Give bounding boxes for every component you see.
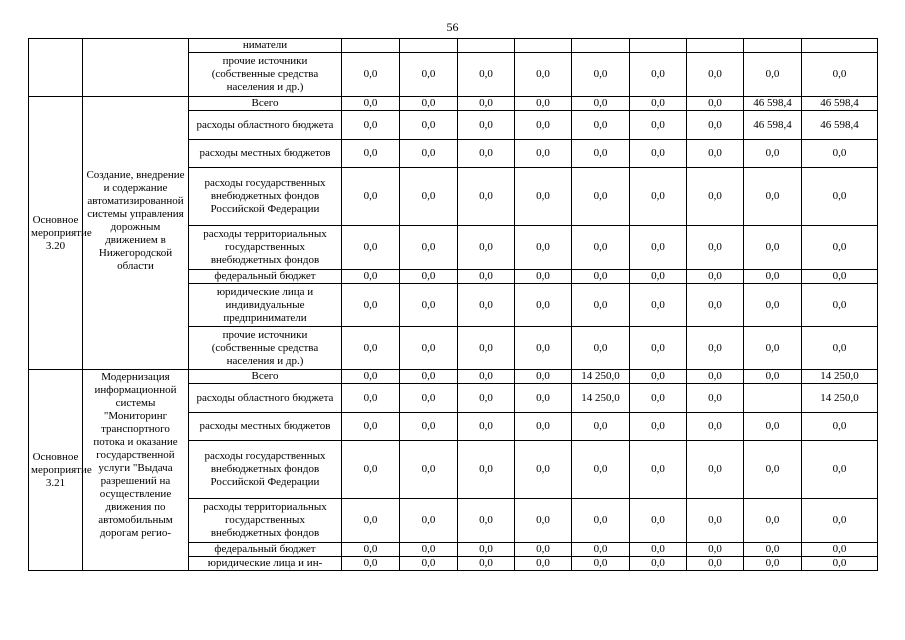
value-cell: 0,0 (458, 53, 515, 97)
value-cell: 0,0 (572, 111, 630, 140)
table-row (29, 97, 878, 111)
value-cell: 0,0 (458, 543, 515, 557)
value-cell: 0,0 (342, 557, 400, 571)
measure-title-cell: Создание, внедрение и содержание автоматизированной системы управления дорожным движением в Нижегородской области (83, 97, 189, 370)
value-cell: 0,0 (400, 370, 458, 384)
value-cell: 0,0 (802, 284, 878, 327)
source-cell: расходы местных бюджетов (189, 140, 342, 168)
source-cell: юридические лица и индивидуальные предприниматели (189, 284, 342, 327)
value-cell: 46 598,4 (744, 97, 802, 111)
value-cell: 0,0 (630, 168, 687, 226)
value-cell: 0,0 (515, 97, 572, 111)
source-cell: Всего (189, 97, 342, 111)
value-cell: 0,0 (458, 557, 515, 571)
value-cell: 0,0 (342, 168, 400, 226)
value-cell: 0,0 (515, 543, 572, 557)
value-cell: 0,0 (687, 97, 744, 111)
value-cell: 0,0 (572, 270, 630, 284)
value-cell: 0,0 (630, 441, 687, 499)
value-cell: 0,0 (744, 557, 802, 571)
value-cell (458, 39, 515, 53)
value-cell: 0,0 (515, 370, 572, 384)
source-cell: прочие источники (собственные средства населения и др.) (189, 53, 342, 97)
value-cell: 0,0 (802, 413, 878, 441)
value-cell: 0,0 (342, 140, 400, 168)
value-cell: 0,0 (572, 140, 630, 168)
value-cell: 14 250,0 (572, 384, 630, 413)
title-cell (83, 39, 189, 97)
value-cell: 0,0 (400, 413, 458, 441)
value-cell: 0,0 (744, 543, 802, 557)
value-cell: 0,0 (342, 370, 400, 384)
value-cell: 0,0 (342, 384, 400, 413)
value-cell: 0,0 (515, 557, 572, 571)
value-cell: 0,0 (458, 97, 515, 111)
value-cell: 0,0 (515, 111, 572, 140)
source-cell: расходы областного бюджета (189, 384, 342, 413)
value-cell: 0,0 (630, 370, 687, 384)
value-cell: 0,0 (630, 557, 687, 571)
value-cell: 0,0 (744, 140, 802, 168)
value-cell: 0,0 (630, 499, 687, 543)
value-cell: 46 598,4 (802, 97, 878, 111)
value-cell: 0,0 (515, 270, 572, 284)
value-cell (802, 39, 878, 53)
value-cell: 0,0 (687, 53, 744, 97)
value-cell: 0,0 (400, 53, 458, 97)
value-cell: 0,0 (802, 140, 878, 168)
value-cell: 0,0 (744, 413, 802, 441)
value-cell: 0,0 (572, 97, 630, 111)
value-cell: 0,0 (744, 168, 802, 226)
measure-cell (29, 39, 83, 97)
value-cell: 0,0 (515, 441, 572, 499)
value-cell: 0,0 (802, 327, 878, 370)
value-cell: 46 598,4 (744, 111, 802, 140)
source-cell: юридические лица и ин- (189, 557, 342, 571)
value-cell: 0,0 (687, 111, 744, 140)
value-cell: 0,0 (458, 327, 515, 370)
value-cell: 0,0 (400, 97, 458, 111)
value-cell: 0,0 (458, 270, 515, 284)
value-cell: 0,0 (458, 384, 515, 413)
value-cell: 0,0 (687, 384, 744, 413)
value-cell (572, 39, 630, 53)
source-cell: расходы местных бюджетов (189, 413, 342, 441)
value-cell: 0,0 (400, 557, 458, 571)
table-row (29, 370, 878, 384)
value-cell: 0,0 (515, 384, 572, 413)
source-cell: Всего (189, 370, 342, 384)
value-cell: 0,0 (572, 226, 630, 270)
source-cell: расходы государственных внебюджетных фондов Российской Федерации (189, 168, 342, 226)
value-cell: 0,0 (458, 499, 515, 543)
value-cell: 0,0 (687, 370, 744, 384)
value-cell: 0,0 (630, 543, 687, 557)
value-cell: 0,0 (802, 168, 878, 226)
value-cell: 0,0 (687, 140, 744, 168)
measure-title-cell: Модернизация информационной системы "Мониторинг транспортного потока и оказание государственной услуги "Выдача разрешений на осуществление движения по автомобильным дорогам регио- (83, 370, 189, 571)
value-cell: 0,0 (687, 168, 744, 226)
value-cell: 0,0 (400, 384, 458, 413)
value-cell (400, 39, 458, 53)
value-cell (687, 39, 744, 53)
value-cell (744, 39, 802, 53)
value-cell: 0,0 (515, 327, 572, 370)
value-cell: 0,0 (744, 53, 802, 97)
value-cell: 0,0 (687, 557, 744, 571)
value-cell: 0,0 (400, 140, 458, 168)
value-cell: 0,0 (400, 543, 458, 557)
value-cell: 0,0 (400, 111, 458, 140)
value-cell: 0,0 (687, 413, 744, 441)
value-cell: 0,0 (458, 140, 515, 168)
value-cell: 0,0 (342, 111, 400, 140)
value-cell: 0,0 (572, 499, 630, 543)
value-cell: 0,0 (342, 53, 400, 97)
value-cell: 0,0 (400, 226, 458, 270)
value-cell: 0,0 (342, 270, 400, 284)
value-cell: 0,0 (802, 441, 878, 499)
value-cell: 0,0 (802, 557, 878, 571)
value-cell: 0,0 (515, 284, 572, 327)
value-cell: 0,0 (630, 284, 687, 327)
value-cell (630, 39, 687, 53)
value-cell: 0,0 (802, 270, 878, 284)
measure-cell: Основное мероприятие 3.20 (29, 97, 83, 370)
source-cell: прочие источники (собственные средства населения и др.) (189, 327, 342, 370)
value-cell: 0,0 (342, 327, 400, 370)
value-cell: 0,0 (572, 557, 630, 571)
value-cell: 0,0 (515, 499, 572, 543)
value-cell: 0,0 (458, 441, 515, 499)
source-cell: федеральный бюджет (189, 270, 342, 284)
value-cell: 0,0 (458, 168, 515, 226)
value-cell: 0,0 (572, 168, 630, 226)
value-cell: 0,0 (572, 441, 630, 499)
value-cell: 0,0 (744, 327, 802, 370)
value-cell: 0,0 (687, 226, 744, 270)
value-cell: 0,0 (342, 97, 400, 111)
value-cell: 0,0 (458, 226, 515, 270)
source-cell: ниматели (189, 39, 342, 53)
value-cell: 0,0 (630, 413, 687, 441)
value-cell: 0,0 (687, 270, 744, 284)
value-cell: 0,0 (515, 168, 572, 226)
value-cell: 0,0 (400, 284, 458, 327)
value-cell: 0,0 (744, 499, 802, 543)
value-cell: 0,0 (572, 284, 630, 327)
value-cell: 0,0 (342, 413, 400, 441)
value-cell: 0,0 (400, 441, 458, 499)
value-cell: 14 250,0 (802, 384, 878, 413)
value-cell: 0,0 (744, 270, 802, 284)
value-cell: 0,0 (515, 140, 572, 168)
value-cell: 0,0 (630, 53, 687, 97)
value-cell: 0,0 (630, 384, 687, 413)
value-cell: 0,0 (400, 168, 458, 226)
value-cell: 0,0 (400, 327, 458, 370)
value-cell (744, 384, 802, 413)
value-cell: 0,0 (400, 499, 458, 543)
value-cell: 0,0 (515, 413, 572, 441)
value-cell: 0,0 (687, 327, 744, 370)
budget-table (28, 38, 878, 571)
value-cell: 0,0 (458, 370, 515, 384)
value-cell: 46 598,4 (802, 111, 878, 140)
value-cell: 14 250,0 (802, 370, 878, 384)
value-cell: 0,0 (630, 97, 687, 111)
value-cell: 0,0 (458, 111, 515, 140)
value-cell: 0,0 (572, 543, 630, 557)
value-cell: 0,0 (687, 441, 744, 499)
value-cell: 0,0 (458, 413, 515, 441)
source-cell: расходы государственных внебюджетных фондов Российской Федерации (189, 441, 342, 499)
value-cell (515, 39, 572, 53)
value-cell (342, 39, 400, 53)
value-cell: 0,0 (802, 53, 878, 97)
value-cell: 0,0 (572, 327, 630, 370)
value-cell: 0,0 (630, 270, 687, 284)
value-cell: 0,0 (342, 543, 400, 557)
value-cell: 0,0 (515, 53, 572, 97)
value-cell: 0,0 (687, 284, 744, 327)
value-cell: 0,0 (744, 441, 802, 499)
value-cell: 0,0 (630, 111, 687, 140)
value-cell: 0,0 (687, 543, 744, 557)
value-cell: 14 250,0 (572, 370, 630, 384)
value-cell: 0,0 (572, 413, 630, 441)
value-cell: 0,0 (458, 284, 515, 327)
source-cell: расходы территориальных государственных внебюджетных фондов (189, 499, 342, 543)
value-cell: 0,0 (802, 543, 878, 557)
value-cell: 0,0 (687, 499, 744, 543)
page-number: 56 (446, 20, 459, 34)
value-cell: 0,0 (744, 284, 802, 327)
value-cell: 0,0 (630, 226, 687, 270)
value-cell: 0,0 (630, 140, 687, 168)
value-cell: 0,0 (342, 284, 400, 327)
value-cell: 0,0 (342, 499, 400, 543)
value-cell: 0,0 (744, 370, 802, 384)
value-cell: 0,0 (342, 226, 400, 270)
measure-cell: Основное мероприятие 3.21 (29, 370, 83, 571)
value-cell: 0,0 (802, 499, 878, 543)
value-cell: 0,0 (630, 327, 687, 370)
value-cell: 0,0 (572, 53, 630, 97)
value-cell: 0,0 (802, 226, 878, 270)
source-cell: федеральный бюджет (189, 543, 342, 557)
value-cell: 0,0 (744, 226, 802, 270)
table-row (29, 39, 878, 53)
source-cell: расходы территориальных государственных внебюджетных фондов (189, 226, 342, 270)
value-cell: 0,0 (400, 270, 458, 284)
value-cell: 0,0 (515, 226, 572, 270)
source-cell: расходы областного бюджета (189, 111, 342, 140)
value-cell: 0,0 (342, 441, 400, 499)
